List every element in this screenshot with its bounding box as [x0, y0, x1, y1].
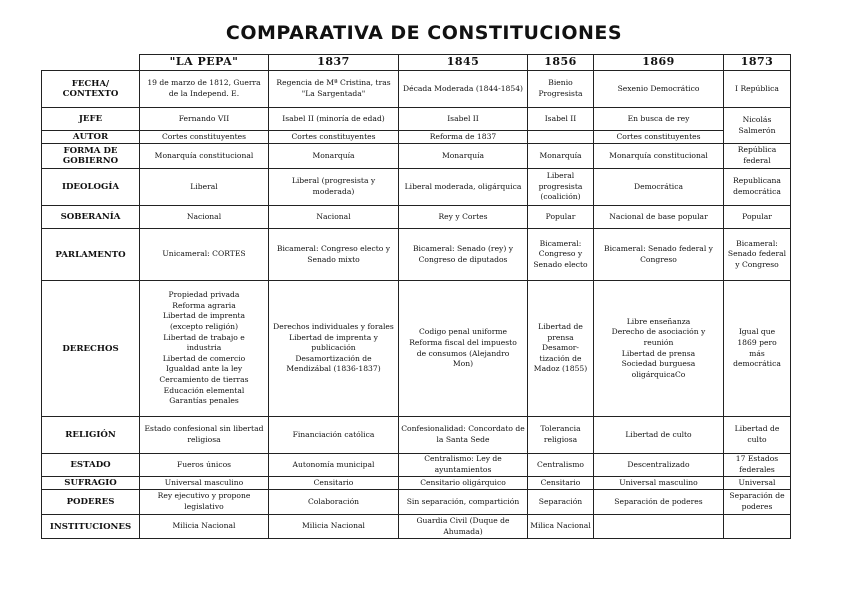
- column-header: 1869: [594, 55, 724, 71]
- table-cell: Rey y Cortes: [399, 206, 528, 229]
- list-item: Mendizábal (1836-1837): [286, 364, 381, 374]
- table-cell: Republicana democrática: [724, 169, 791, 206]
- table-row: [42, 144, 791, 169]
- row-header: ESTADO: [42, 454, 140, 477]
- list-item: Madoz (1855): [533, 364, 588, 374]
- list-item: Reforma agraria: [172, 300, 236, 310]
- table-cell: Nacional: [140, 206, 269, 229]
- table-cell: Guardia Civil (Duque de Ahumada): [399, 515, 528, 539]
- table-cell: República federal: [724, 144, 791, 169]
- row-header: FECHA/ CONTEXTO: [42, 71, 140, 108]
- list-item: Educación elemental: [163, 385, 245, 395]
- table-cell: Liberal: [140, 169, 269, 206]
- table-cell: Centralismo: [528, 454, 594, 477]
- table-cell: [724, 281, 791, 417]
- table-cell: Tolerancia religiosa: [528, 417, 594, 454]
- table-cell: Popular: [528, 206, 594, 229]
- table-cell: Universal: [724, 477, 791, 490]
- table-row: [42, 229, 791, 281]
- row-header: SUFRAGIO: [42, 477, 140, 490]
- table-cell: Fernando VII: [140, 108, 269, 131]
- table-cell: Bicameral: Senado (rey) y Congreso de diputados: [399, 229, 528, 281]
- list-item: Garantías penales: [169, 396, 239, 406]
- table-cell: Libertad de culto: [724, 417, 791, 454]
- list-item: Desamortización de: [295, 353, 372, 363]
- column-header: 1845: [399, 55, 528, 71]
- header-row: [42, 55, 791, 71]
- row-header: AUTOR: [42, 131, 140, 144]
- table-cell: Censitario: [528, 477, 594, 490]
- table-row: [42, 108, 791, 131]
- corner-cell: [42, 55, 140, 71]
- table-cell: Bicameral: Senado federal y Congreso: [594, 229, 724, 281]
- table-cell: Censitario: [269, 477, 399, 490]
- list-item: Libertad de imprenta y: [289, 332, 378, 342]
- list-item: Libertad de imprenta: [162, 311, 246, 321]
- table-cell: Milicia Nacional: [269, 515, 399, 539]
- table-cell: Democrática: [594, 169, 724, 206]
- table-row: [42, 454, 791, 477]
- list-item: tización de: [539, 353, 582, 363]
- list-item: Codigo penal uniforme: [418, 327, 508, 337]
- table-cell: 19 de marzo de 1812, Guerra de la Independ. E.: [140, 71, 269, 108]
- table-cell: Cortes constituyentes: [594, 131, 724, 144]
- table-row: [42, 515, 791, 539]
- table-cell: Colaboración: [269, 490, 399, 515]
- row-header: INSTITUCIONES: [42, 515, 140, 539]
- table-cell: Monarquía: [399, 144, 528, 169]
- table-cell: Separación de poderes: [594, 490, 724, 515]
- row-header: SOBERANÍA: [42, 206, 140, 229]
- page-title: COMPARATIVA DE CONSTITUCIONES: [225, 22, 623, 44]
- table-cell: Bicameral: Senado federal y Congreso: [724, 229, 791, 281]
- table-row: [42, 417, 791, 454]
- list-item: Derechos individuales y forales: [273, 322, 394, 332]
- list-item: (excepto religión): [169, 322, 239, 332]
- row-header: PARLAMENTO: [42, 229, 140, 281]
- table-cell: Cortes constituyentes: [269, 131, 399, 144]
- table-cell: Fueros únicos: [140, 454, 269, 477]
- list-item: Libertad de comercio: [162, 353, 246, 363]
- list-item: publicación: [311, 343, 356, 353]
- table-cell: [594, 515, 724, 539]
- table-cell: Milicia Nacional: [140, 515, 269, 539]
- list-item: Propiedad privada: [168, 290, 240, 300]
- table-cell: I República: [724, 71, 791, 108]
- table-cell: Liberal (progresista y moderada): [269, 169, 399, 206]
- table-cell: Nacional: [269, 206, 399, 229]
- table-row: [42, 131, 791, 144]
- table-cell: [140, 281, 269, 417]
- table-cell: Nacional de base popular: [594, 206, 724, 229]
- table-cell: Centralismo: Ley de ayuntamientos: [399, 454, 528, 477]
- table-cell: Autonomía municipal: [269, 454, 399, 477]
- table-cell: Libertad de culto: [594, 417, 724, 454]
- list-item: más: [749, 348, 765, 358]
- list-item: Derecho de asociación y: [611, 327, 706, 337]
- table-cell: Financiación católica: [269, 417, 399, 454]
- table-cell: 17 Estados federales: [724, 454, 791, 477]
- list-item: Igual que: [738, 327, 776, 337]
- table-cell: Sexenio Democrático: [594, 71, 724, 108]
- table-cell: Isabel II (minoría de edad): [269, 108, 399, 131]
- table-cell: Unicameral: CORTES: [140, 229, 269, 281]
- table-cell: Bienio Progresista: [528, 71, 594, 108]
- table-cell: Universal masculino: [140, 477, 269, 490]
- list-item: 1869 pero: [737, 337, 777, 347]
- table-row: [42, 477, 791, 490]
- table-cell: Bicameral: Congreso y Senado electo: [528, 229, 594, 281]
- list-item: Cercamiento de tierras: [159, 374, 249, 384]
- table-cell: Monarquía: [528, 144, 594, 169]
- constitutions-table: [41, 54, 791, 539]
- table-row: [42, 490, 791, 515]
- list-item: Igualdad ante la ley: [165, 364, 243, 374]
- list-item: oligárquicaCo: [631, 369, 686, 379]
- row-header: FORMA DE GOBIERNO: [42, 144, 140, 169]
- list-item: Mon): [452, 359, 474, 369]
- list-item: reunión: [643, 337, 674, 347]
- table-cell: Isabel II: [399, 108, 528, 131]
- list-item: industria: [186, 343, 222, 353]
- table-cell: Década Moderada (1844-1854): [399, 71, 528, 108]
- list-item: Reforma fiscal del impuesto: [409, 337, 517, 347]
- list-item: Desamor-: [542, 343, 579, 353]
- table-cell: [724, 515, 791, 539]
- table-cell: Monarquía constitucional: [140, 144, 269, 169]
- table-cell: Separación de poderes: [724, 490, 791, 515]
- table-cell: Monarquía: [269, 144, 399, 169]
- table-cell: Liberal moderada, oligárquica: [399, 169, 528, 206]
- table-cell: Sin separación, compartición: [399, 490, 528, 515]
- table-cell: Monarquía constitucional: [594, 144, 724, 169]
- table-cell: Isabel II: [528, 108, 594, 131]
- column-header: 1873: [724, 55, 791, 71]
- table-row: [42, 71, 791, 108]
- list-item: prensa: [547, 332, 574, 342]
- table-cell: Bicameral: Congreso electo y Senado mixto: [269, 229, 399, 281]
- table-cell: [528, 281, 594, 417]
- table-row: [42, 281, 791, 417]
- table-cell: Reforma de 1837: [399, 131, 528, 144]
- row-header: IDEOLOGÍA: [42, 169, 140, 206]
- table-cell: Regencia de Mª Cristina, tras "La Sargentada": [269, 71, 399, 108]
- table-cell: Estado confesional sin libertad religiosa: [140, 417, 269, 454]
- list-item: Libertad de trabajo e: [163, 332, 245, 342]
- list-item: Libre enseñanza: [626, 316, 691, 326]
- row-header: JEFE: [42, 108, 140, 131]
- table-cell: [269, 281, 399, 417]
- column-header: "LA PEPA": [140, 55, 269, 71]
- table-row: [42, 169, 791, 206]
- list-item: democrática: [733, 359, 781, 369]
- row-header: DERECHOS: [42, 281, 140, 417]
- table-cell: [528, 131, 594, 144]
- table-cell: [399, 281, 528, 417]
- table-cell: Descentralizado: [594, 454, 724, 477]
- column-header: 1837: [269, 55, 399, 71]
- table-cell: Liberal progresista (coalición): [528, 169, 594, 206]
- table-cell: Confesionalidad: Concordato de la Santa Sede: [399, 417, 528, 454]
- table-row: [42, 206, 791, 229]
- list-item: Sociedad burguesa: [621, 359, 696, 369]
- table-cell: Censitario oligárquico: [399, 477, 528, 490]
- table-cell: Rey ejecutivo y propone legislativo: [140, 490, 269, 515]
- table-cell: Universal masculino: [594, 477, 724, 490]
- list-item: de consumos (Alejandro: [416, 348, 510, 358]
- table-cell: Popular: [724, 206, 791, 229]
- list-item: Libertad de prensa: [621, 348, 696, 358]
- row-header: RELIGIÓN: [42, 417, 140, 454]
- table-cell: Separación: [528, 490, 594, 515]
- table-cell: En busca de rey: [594, 108, 724, 131]
- list-item: Libertad de: [538, 322, 583, 332]
- table-cell: Cortes constituyentes: [140, 131, 269, 144]
- column-header: 1856: [528, 55, 594, 71]
- row-header: PODERES: [42, 490, 140, 515]
- table-cell: Milica Nacional: [528, 515, 594, 539]
- table-cell: Nicolás Salmerón: [724, 108, 791, 144]
- table-cell: [594, 281, 724, 417]
